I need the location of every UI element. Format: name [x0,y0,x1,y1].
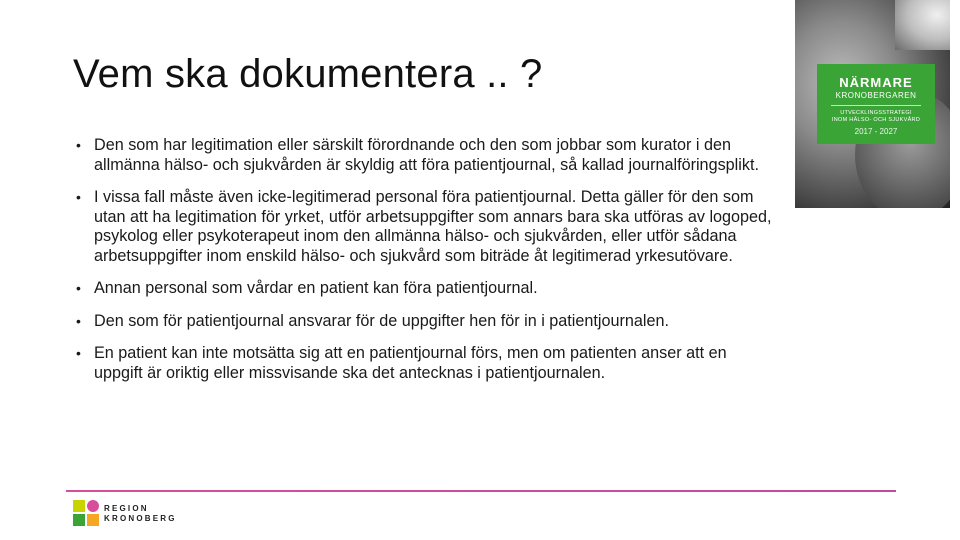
cover-strategy-label: UTVECKLINGSSTRATEGI [840,110,912,116]
cover-title: NÄRMARE [839,75,913,90]
bullet-text: Den som har legitimation eller särskilt förordnande och den som jobbar som kurator i den allmänna hälso- och sjukvården är skyldig att föra patientjournal, så kallad journalföringsplikt. [94,136,759,174]
region-kronoberg-logo-text [104,504,177,524]
bullet-text: Den som för patientjournal ansvarar för de uppgifter hen för in i patientjournalen. [94,311,669,330]
bullet-text: Annan personal som vårdar en patient kan föra patientjournal. [94,279,538,297]
bullet-item [76,136,776,175]
cover-subtitle: KRONOBERGAREN [835,91,917,100]
bullet-list [76,136,776,396]
cover-divider [831,105,921,106]
bullet-marker: • [76,312,81,329]
logo-line-region: REGION [104,504,149,513]
bullet-item [76,312,776,332]
cover-title-box [817,64,935,144]
footer-divider [66,490,896,492]
region-kronoberg-logo-icon [73,500,99,526]
bullet-item [76,279,776,299]
logo-line-kronoberg: KRONOBERG [104,514,177,523]
bullet-item [76,344,776,383]
strategy-cover-image [795,0,950,208]
cover-photo-highlight [895,0,950,50]
bullet-text: I vissa fall måste även icke-legitimerad personal föra patientjournal. Detta gäller för den som utan att ha legitimation för yrket, utför arbetsuppgifter som annars bara ska utföras av logoped, psykolog eller psykoterapeut inom den allmänna hälso- och sjukvården, eller utför sådana arbetsuppgifter inom enskild hälso- och sjukvård som biträde åt legitimerad yrkesutövare. [94,188,772,265]
bullet-marker: • [76,280,81,296]
bullet-text: En patient kan inte motsätta sig att en patientjournal förs, men om patienten anser att en uppgift är oriktig eller missvisande ska det antecknas i patientjournalen. [94,344,727,382]
cover-years: 2017 - 2027 [854,127,898,136]
bullet-item [76,188,776,266]
bullet-marker: • [76,137,81,153]
bullet-marker: • [76,189,81,205]
slide-title: Vem ska dokumentera .. ? [73,52,543,96]
cover-strategy-sublabel: INOM HÄLSO- OCH SJUKVÅRD [831,117,921,123]
bullet-marker: • [76,345,81,361]
